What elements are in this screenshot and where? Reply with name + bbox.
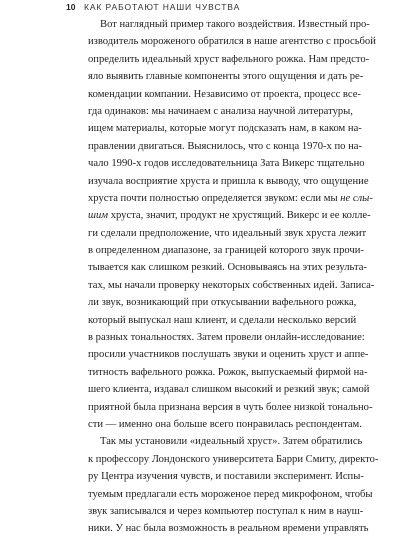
text-line: звук записывался и через компьютер поступал к ним в науш- — [88, 505, 364, 517]
running-title: КАК РАБОТАЮТ НАШИ ЧУВСТВА — [84, 2, 241, 12]
text-line: Так мы установили «идеальный хруст». Затем обратились — [100, 436, 363, 448]
text-line: приятной была признана версия в чуть более низкой тонально- — [88, 401, 373, 413]
text-line: в разных тональностях. Затем провели онлайн-исследование: — [88, 332, 365, 344]
text-line: комендации компании. Независимо от проекта, процесс все- — [88, 88, 361, 100]
text-line: ру Центра изучения чувств, и поставили эксперимент. Испы- — [88, 471, 364, 483]
text-line: ги сделали предположение, что идеальный звук хруста лежит — [88, 227, 367, 239]
text-line: правлении двигаться. Выяснилось, что с конца 1970-х по на- — [88, 140, 362, 152]
text-line: туемым предлагали есть мороженое перед микрофоном, чтобы — [88, 488, 373, 500]
text-line: ники. У нас была возможность в реальном времени управлять — [88, 523, 369, 535]
body-text — [88, 16, 379, 538]
text-line: гда одинаков: мы начинаем с анализа научной литературы, — [88, 105, 353, 117]
text-line: тах, мы начали проверку некоторых собственных идей. Записа- — [88, 279, 375, 291]
text-line: хруста почти полностью определяется звуком: если мы не слы- — [88, 192, 373, 204]
text-line: изводитель мороженого обратился в наше агентство с просьбой — [88, 36, 376, 48]
text-line: определить идеальный хруст вафельного рожка. Нам предсто- — [88, 53, 370, 65]
text-line: Вот наглядный пример такого воздействия. Известный про- — [100, 19, 370, 30]
text-line: шего клиента, издавал слишком высокий и резкий звук; самой — [88, 384, 370, 396]
text-line: к профессору Лондонского университета Барри Смиту, директо- — [88, 453, 379, 465]
text-line: который выпускал наш клиент, и сделали несколько версий — [88, 314, 357, 326]
text-line: сти — именно она больше всего понравилась респондентам. — [88, 418, 362, 430]
text-line: изучала восприятие хруста и пришла к выводу, что ощущение — [88, 175, 369, 187]
italic-emphasis: не слы- — [340, 192, 373, 204]
text-line: просили участников послушать звуки и оценить хруст и аппе- — [88, 349, 369, 361]
text-line: титность вафельного рожка. Рожок, выпускаемый фирмой на- — [88, 366, 368, 378]
text-line: ищем материалы, которые могут подсказать нам, в каком на- — [88, 123, 362, 135]
italic-emphasis: шим — [88, 210, 109, 222]
text-line: тывается как слишком резкий. Основываясь на этих результа- — [88, 262, 367, 274]
text-line: в определенном диапазоне, за границей которого звук прочи- — [88, 245, 364, 257]
text-line: ли звук, возникающий при откусывании вафельного рожка, — [88, 297, 357, 309]
text-line: чало 1990-х годов исследовательница Зата Викерс тщательно — [88, 158, 365, 170]
running-header — [66, 1, 336, 14]
page-number: 10 — [66, 2, 76, 12]
text-line: яло выявить главные компоненты этого ощущения и дать ре- — [88, 71, 364, 83]
text-line: шим хруста, значит, продукт не хрустящий. Викерс и ее колле- — [88, 210, 371, 222]
